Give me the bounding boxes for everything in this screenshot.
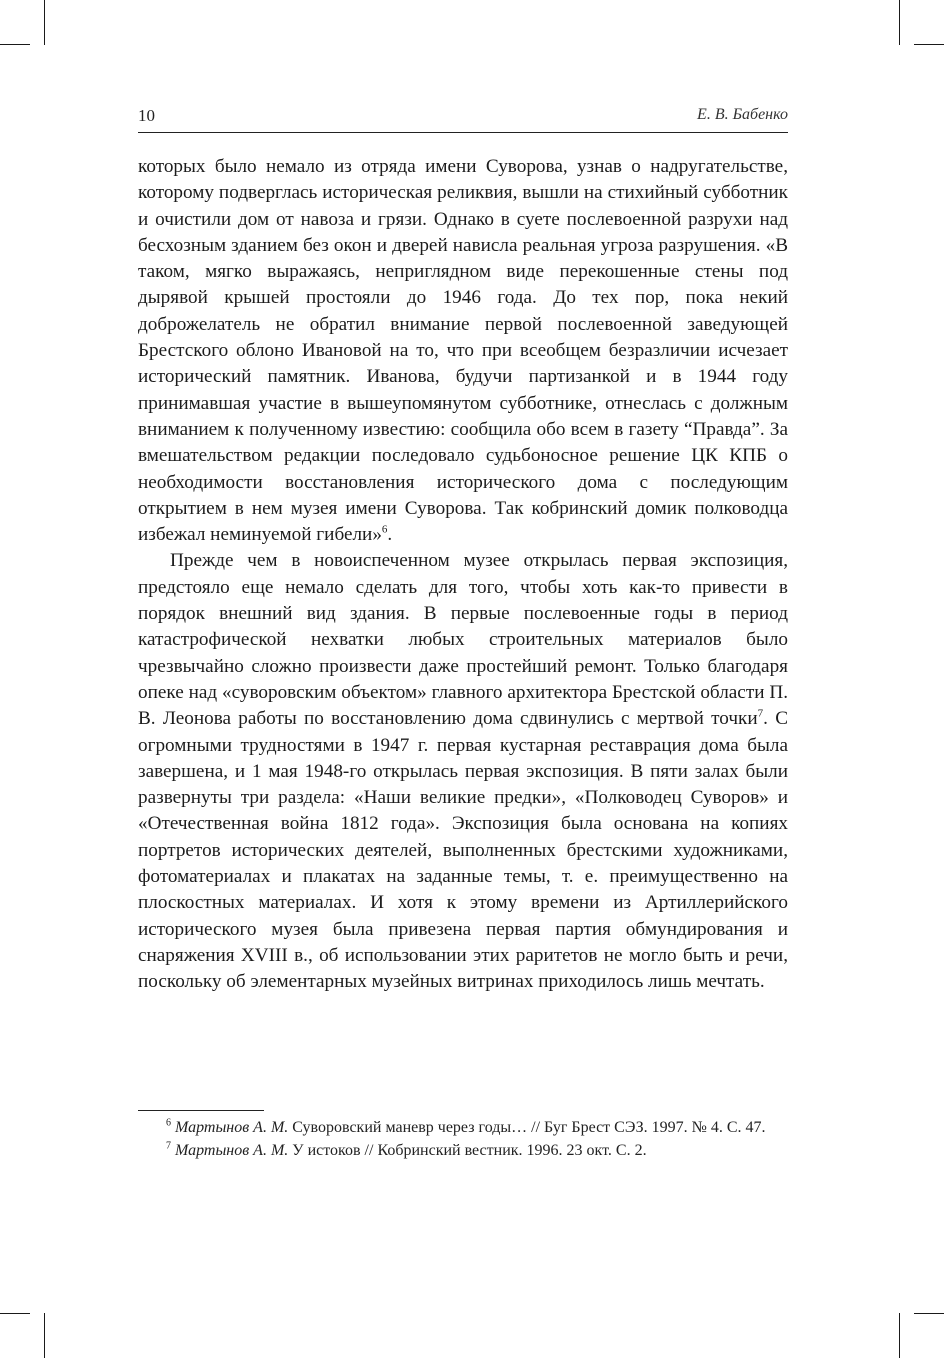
footnotes [138, 1116, 788, 1162]
paragraph-2 [138, 548, 788, 995]
crop-mark [899, 0, 900, 45]
crop-mark [0, 44, 30, 45]
footnote-number: 7 [166, 1140, 171, 1152]
crop-mark [44, 0, 45, 45]
footnote-author: Мартынов А. М. [175, 1142, 289, 1159]
crop-mark [914, 44, 944, 45]
footnote-text: Суворовский маневр через годы… // Буг Брест СЭЗ. 1997. № 4. С. 47. [288, 1119, 766, 1136]
paragraph-1-text: которых было немало из отряда имени Суворова, узнав о надругательстве, которому подверглась историческая реликвия, вышли на стихийный субботник и очистили дом от навоза и грязи. Однако в суете послевоенной разрухи над бесхозным зданием без окон и дверей нависла реальная угроза разрушения. «В таком, мягко выражаясь, неприглядном виде перекошенные стены под дырявой крышей простояли до 1946 года. До тех пор, пока некий доброжелатель не обратил внимание первой послевоенной заведующей Брестского облоно Ивановой на то, что при всеобщем безразличии исчезает исторический памятник. Иванова, будучи партизанкой и в 1944 году принимавшая участие в вышеупомянутом субботнике, отнеслась с должным вниманием к полученному известию: сообщила обо всем в газету “Правда”. За вмешательством редакции последовало судьбоносное решение ЦК КПБ о необходимости восстановления исторического дома с последующим открытием в нем музея имени Суворова. Так кобринский домик полководца избежал неминуемой гибели» [138, 156, 788, 546]
crop-mark [44, 1313, 45, 1358]
body-text [138, 154, 788, 996]
crop-mark [914, 1313, 944, 1314]
footnote-ref-6[interactable]: 6 [381, 523, 388, 536]
paragraph-1 [138, 154, 788, 548]
page-number: 10 [138, 106, 155, 125]
footnote-text: У истоков // Кобринский вестник. 1996. 23 окт. С. 2. [288, 1142, 647, 1159]
paragraph-2-text-start: Прежде чем в новоиспеченном музее открылась первая экспозиция, предстояло еще немало сделать для того, чтобы хоть как-то привести в порядок внешний вид здания. В первые послевоенные годы в период катастрофической нехватки любых строительных материалов было чрезвычайно сложно произвести даже простейший ремонт. Только благодаря опеке над «суворовским объектом» главного архитектора Брестской области П. В. Леонова работы по восстановлению дома сдвинулись с мертвой точки [138, 550, 788, 730]
footnote-ref-7[interactable]: 7 [757, 707, 764, 720]
footnote-6 [138, 1116, 788, 1139]
footnote-7 [138, 1139, 788, 1162]
running-head: Е. В. Бабенко [697, 106, 788, 123]
paragraph-2-text-end: . С огромными трудностями в 1947 г. первая кустарная реставрация дома была завершена, и 1 мая 1948-го открылась первая экспозиция. В пяти залах были развернуты три раздела: «Наши великие предки», «Полководец Суворов» и «Отечественная война 1812 года». Экспозиция была основана на копиях портретов исторических деятелей, выполненных брестскими художниками, фотоматериалах и плакатах на заданные темы, т. е. преимущественно на плоскостных материалах. И хотя к этому времени из Артиллерийского исторического музея была привезена первая партия обмундирования и снаряжения XVIII в., об использовании этих раритетов не могло быть и речи, поскольку об элементарных музейных витринах приходилось лишь мечтать. [138, 708, 788, 993]
footnote-number: 6 [166, 1117, 171, 1129]
paragraph-1-end: . [387, 524, 393, 546]
footnote-divider [138, 1110, 264, 1111]
crop-mark [0, 1313, 30, 1314]
footnote-author: Мартынов А. М. [175, 1119, 289, 1136]
page-header [138, 100, 788, 133]
crop-mark [899, 1313, 900, 1358]
